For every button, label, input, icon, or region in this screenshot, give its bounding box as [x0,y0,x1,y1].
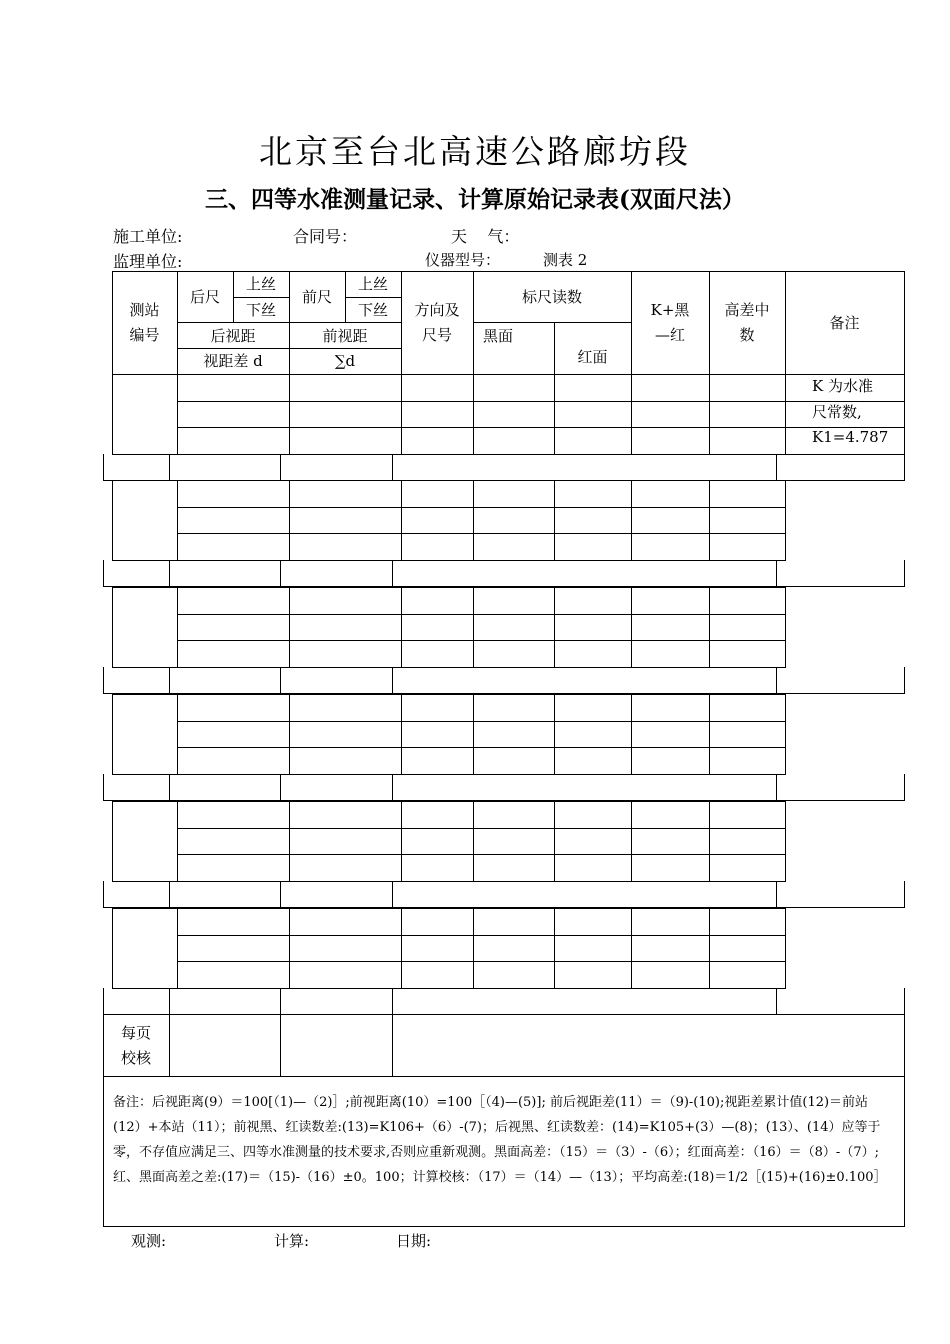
header-k-black-red-line2: —红 [654,326,685,344]
header-front-staff: 前尺 [301,288,332,306]
grid-line [554,801,555,882]
grid-line [709,587,710,668]
grid-line [289,587,290,668]
grid-line [177,401,905,402]
header-remarks: 备注 [829,314,860,332]
grid-line [473,908,474,989]
grid-line [177,480,178,561]
grid-line [473,587,474,668]
header-height-mean-line1: 高差中 [724,301,770,319]
header-back-upper-hair: 上丝 [245,275,276,293]
remark-k-line1: K 为水准 [812,377,873,395]
grid-line [785,801,786,882]
header-black-face: 黑面 [483,327,514,345]
calculator-label: 计算: [274,1232,310,1250]
grid-line [776,988,777,1015]
grid-line [904,667,905,694]
grid-line [776,774,777,801]
header-staff-reading: 标尺读数 [521,288,582,306]
grid-line [401,694,402,775]
grid-line [103,560,104,587]
grid-line [401,587,402,668]
grid-line [177,721,786,722]
grid-line [103,1226,905,1227]
grid-line [904,454,905,481]
grid-line [554,908,555,989]
grid-line [177,374,178,455]
grid-line [904,988,905,1015]
grid-line [631,908,632,989]
grid-line [289,694,290,775]
remark-k-line2: 尺常数, [812,403,862,421]
grid-line [177,640,786,641]
grid-line [103,881,104,908]
grid-line [776,667,777,694]
grid-line [289,908,290,989]
grid-line [709,480,710,561]
instrument-model-label: 仪器型号： [425,251,501,269]
grid-line [103,988,104,1015]
grid-line [401,374,402,455]
grid-line [631,694,632,775]
grid-line [103,454,104,481]
grid-line [169,454,170,481]
grid-line [177,854,786,855]
grid-line [554,694,555,775]
grid-line [112,454,905,455]
grid-line [473,801,474,882]
grid-line [112,908,786,909]
grid-line [785,587,786,668]
grid-line [112,908,113,989]
grid-line [280,454,281,481]
grid-line [785,694,786,775]
page-check-line2: 校核 [120,1049,151,1067]
grid-line [709,374,710,455]
supervision-unit-label: 监理单位: [113,252,183,271]
grid-line [473,322,632,323]
grid-line [785,480,786,561]
grid-line [177,587,178,668]
grid-line [112,587,113,668]
grid-line [280,560,281,587]
header-back-staff: 后尺 [189,288,220,306]
header-distance-diff: 视距差 d [203,352,263,370]
grid-line [112,988,786,989]
grid-line [112,667,786,668]
grid-line [401,908,402,989]
grid-line [392,560,393,587]
grid-line [904,774,905,801]
grid-line [401,480,402,561]
grid-line [177,694,178,775]
grid-line [631,801,632,882]
grid-line [473,694,474,775]
grid-line [169,1014,170,1077]
header-red-face: 红面 [577,348,608,366]
grid-line [177,747,786,748]
grid-line [392,667,393,694]
page-title: 北京至台北高速公路廊坊段 [259,132,691,171]
grid-line [904,1014,905,1227]
grid-line [785,908,786,989]
header-back-lower-hair: 下丝 [245,301,276,319]
grid-line [112,587,786,588]
grid-line [709,694,710,775]
grid-line [169,774,170,801]
grid-line [473,480,474,561]
grid-line [177,427,905,428]
grid-line [554,480,555,561]
grid-line [112,881,786,882]
grid-line [280,881,281,908]
grid-line [554,587,555,668]
grid-line [177,908,178,989]
grid-line [709,801,710,882]
form-number: 测表 2 [543,251,588,269]
remark-k-line3: K1=4.787 [812,428,889,446]
grid-line [392,881,393,908]
grid-line [904,881,905,908]
grid-line [280,667,281,694]
grid-line [169,560,170,587]
grid-line [473,374,474,455]
date-label: 日期: [396,1232,432,1250]
grid-line [112,374,905,375]
header-sum-d: ∑d [334,352,356,370]
grid-line [177,801,178,882]
grid-line [401,801,402,882]
grid-line [631,587,632,668]
grid-line [289,374,290,455]
header-station-line2: 编号 [129,326,160,344]
grid-line [112,271,905,272]
grid-line [392,1014,393,1077]
grid-line [631,374,632,455]
grid-line [103,774,104,801]
grid-line [280,1014,281,1077]
grid-line [776,454,777,481]
grid-line [169,881,170,908]
header-direction-line1: 方向及 [414,301,460,319]
header-height-mean-line2: 数 [739,326,755,344]
grid-line [904,560,905,587]
grid-line [112,480,113,561]
header-back-distance: 后视距 [210,327,256,345]
grid-line [631,480,632,561]
construction-unit-label: 施工单位: [113,227,183,246]
header-front-lower-hair: 下丝 [357,301,388,319]
grid-line [112,774,786,775]
contract-no-label: 合同号： [293,227,358,246]
grid-line [280,988,281,1015]
grid-line [112,694,113,775]
grid-line [280,774,281,801]
header-direction-line2: 尺号 [421,326,452,344]
grid-line [112,694,786,695]
form-subtitle: 三、四等水准测量记录、计算原始记录表(双面尺法） [205,186,745,213]
grid-line [112,801,786,802]
grid-line [103,667,104,694]
grid-line [904,374,905,455]
grid-line [112,560,786,561]
grid-line [177,935,786,936]
grid-line [392,454,393,481]
header-k-black-red-line1: K+黑 [650,301,690,319]
grid-line [392,988,393,1015]
observer-label: 观测: [131,1232,167,1250]
grid-line [103,1014,905,1015]
header-front-distance: 前视距 [322,327,368,345]
grid-line [112,801,113,882]
header-station-line1: 测站 [129,301,160,319]
grid-line [709,908,710,989]
calculation-notes: 备注：后视距离(9）＝100[（1)—（2)］;前视距离(10）=100［（4)—(5)]; 前后视距差(11）＝（9)-(10);视距差累计值(12)＝前站(12）+本站（11）；前视黑、红读数差:(13)=K106+（6）-(7)；后视黑、红读数差：(14)=K105+(3）—(8)；(13）、(14）应等于零，不存值应满足三、四等水准测量的技术要求,否则应重新观测。黑面高差：（15）＝（3）-（6）；红面高差：（16）＝（8）-（7）;红、黑面高差之差:(17)＝（15)-（16）±0。100；计算校核：（17）＝（14）—（13）；平均高差:(18)＝1/2［(15)+(16)±0.100］ [113,1095,887,1185]
grid-line [776,881,777,908]
grid-line [177,533,786,534]
grid-line [169,988,170,1015]
header-front-upper-hair: 上丝 [357,275,388,293]
grid-line [169,667,170,694]
grid-line [112,374,113,455]
grid-line [289,801,290,882]
weather-label: 天 气： [451,227,520,246]
grid-line [112,480,786,481]
grid-line [392,774,393,801]
grid-line [776,560,777,587]
grid-line [177,507,786,508]
grid-line [177,828,786,829]
grid-line [289,480,290,561]
grid-line [177,614,786,615]
grid-line [554,374,555,455]
grid-line [177,961,786,962]
page-check-line1: 每页 [120,1024,151,1042]
grid-line [103,1076,905,1077]
